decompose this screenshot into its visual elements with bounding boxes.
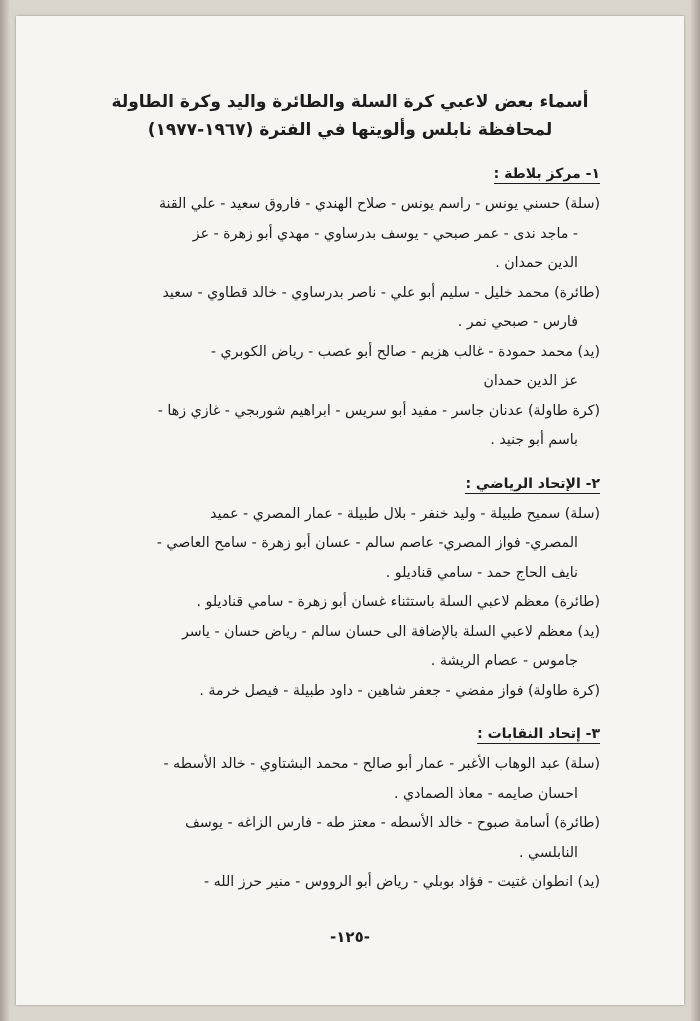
section-1 (100, 162, 600, 456)
player-list-entry (100, 279, 600, 338)
entry-line: (سلة) عبد الوهاب الأغبر - عمار أبو صالح - محمد البشتاوي - خالد الأسطه - (163, 756, 600, 772)
entry-line: احسان صايمه - معاذ الصمادي . (393, 785, 578, 802)
section-2 (100, 472, 600, 707)
title-line-2: لمحافظة نابلس وألويتها في الفترة (١٩٦٧-١٩٧٧) (147, 120, 553, 140)
section-heading (100, 162, 600, 186)
entry-line: (طائرة) معظم لاعبي السلة باستثناء غسان أبو زهرة - سامي قناديلو . (196, 594, 600, 610)
document-title (100, 88, 600, 144)
entry-line: (كرة طاولة) عدنان جاسر - مفيد أبو سريس - ابراهيم شوربجي - غازي زها - (157, 402, 600, 419)
entry-line: (طائرة) أسامة صبوح - خالد الأسطه - معتز طه - فارس الزاغه - يوسف (185, 815, 600, 831)
player-list-entry (100, 588, 600, 618)
player-list-entry (100, 618, 600, 677)
entry-line: (سلة) حسني يونس - راسم يونس - صلاح الهندي - فاروق سعيد - علي القنة (158, 196, 600, 212)
document-content (100, 88, 600, 898)
player-list-entry (100, 809, 600, 868)
player-list-entry (100, 190, 600, 279)
entry-line: الدين حمدان . (495, 255, 578, 271)
player-list-entry (100, 500, 600, 589)
entry-line: النابلسي . (518, 844, 578, 861)
entry-line: (يد) محمد حمودة - غالب هزيم - صالح أبو عصب - رياض الكوبري - (210, 343, 600, 360)
entry-line: جاموس - عصام الريشة . (430, 653, 578, 669)
player-list-entry (100, 677, 600, 707)
title-line-1: أسماء بعض لاعبي كرة السلة والطائرة واليد وكرة الطاولة (111, 92, 589, 112)
entry-line: المصري- فواز المصري- عاصم سالم - عسان أبو زهرة - سامح العاصي - (156, 535, 578, 551)
player-list-entry (100, 868, 600, 898)
entry-line: فارس - صبحي نمر . (457, 314, 578, 330)
entry-line: (يد) انطوان غتيت - فؤاد بوبلي - رياض أبو الرووس - منير حرز الله - (204, 874, 600, 890)
section-heading-text: ٣- إتحاد النقابات : (477, 726, 600, 742)
entry-line: باسم أبو جنيد . (490, 432, 578, 448)
section-heading (100, 472, 600, 496)
player-list-entry (100, 397, 600, 456)
page-number: -١٢٥- (330, 928, 370, 946)
entry-line: (كرة طاولة) فواز مفضي - جعفر شاهين - داود طبيلة - فيصل خرمة . (199, 682, 600, 699)
entry-line: - ماجد ندى - عمر صبحي - يوسف بدرساوي - مهدي أبو زهرة - عز (192, 225, 578, 242)
section-3 (100, 722, 600, 898)
entry-line: عز الدين حمدان (483, 373, 578, 389)
sections-container (100, 162, 600, 898)
section-heading (100, 722, 600, 746)
entry-line: (طائرة) محمد خليل - سليم أبو علي - ناصر بدرساوي - خالد قطاوي - سعيد (162, 284, 600, 301)
entry-line: نايف الحاج حمد - سامي قناديلو . (385, 564, 578, 581)
section-heading-text: ١- مركز بلاطة : (493, 166, 600, 182)
document-page (16, 16, 684, 1005)
player-list-entry (100, 338, 600, 397)
player-list-entry (100, 750, 600, 809)
section-heading-text: ٢- الإتحاد الرياضي : (465, 475, 600, 492)
entry-line: (يد) معظم لاعبي السلة بالإضافة الى حسان سالم - رياض حسان - ياسر (181, 623, 600, 640)
entry-line: (سلة) سميح طبيلة - وليد خنفر - بلال طبيلة - عمار المصري - عميد (210, 505, 600, 522)
